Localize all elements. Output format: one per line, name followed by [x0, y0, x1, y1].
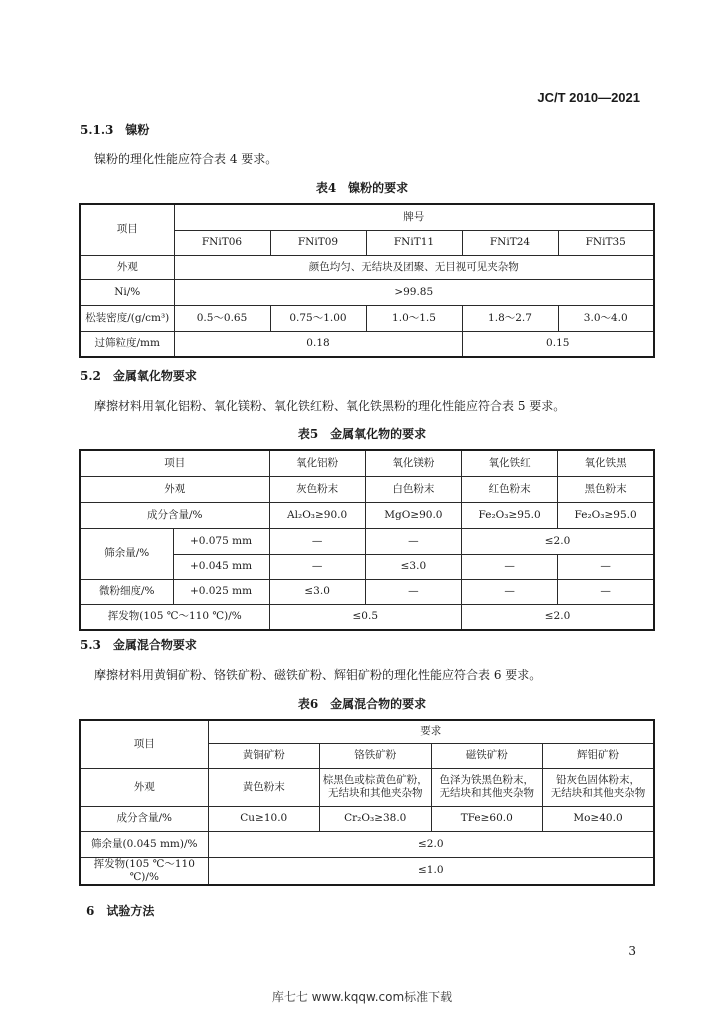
- t6-appearance: 棕黑色或棕黄色矿粉， 无结块和其他夹杂物: [320, 768, 432, 806]
- t6-volatile: ≤1.0: [208, 857, 654, 885]
- t5-fine-label: 微粉细度/%: [80, 579, 173, 604]
- t4-appearance: 颜色均匀、无结块及团聚、无目视可见夹杂物: [174, 255, 654, 279]
- t5-row-label: 挥发物(105 ℃～110 ℃)/%: [80, 604, 269, 630]
- t5-sieve-size: +0.025 mm: [173, 579, 269, 604]
- t6-item-header: 项目: [80, 720, 208, 768]
- t6-content: Cr₂O₃≥38.0: [320, 806, 432, 831]
- t4-item-header: 项目: [80, 204, 174, 255]
- t4-row-label: 松装密度/(g/cm³): [80, 305, 174, 331]
- t4-grade: FNiT11: [366, 230, 462, 255]
- t6-col-header: 黄铜矿粉: [208, 743, 320, 768]
- t5-value: —: [269, 528, 365, 554]
- t4-sieve: 0.18: [174, 331, 462, 357]
- table-6-title: 表6 金属混合物的要求: [297, 697, 427, 711]
- t5-volatile: ≤0.5: [269, 604, 462, 630]
- t6-content: TFe≥60.0: [431, 806, 543, 831]
- t6-residue: ≤2.0: [208, 831, 654, 857]
- t5-col-header: 氧化铁红: [462, 450, 558, 476]
- t6-row-label: 成分含量/%: [80, 806, 208, 831]
- t5-appearance: 红色粉末: [462, 476, 558, 502]
- t6-content: Mo≥40.0: [543, 806, 655, 831]
- section-5-2-heading: 5.2 金属氧化物要求: [80, 369, 197, 383]
- t4-row-label: 过筛粒度/mm: [80, 331, 174, 357]
- t4-density: 0.75～1.00: [270, 305, 366, 331]
- t5-appearance: 黑色粉末: [558, 476, 654, 502]
- t5-volatile: ≤2.0: [462, 604, 655, 630]
- t5-value: ≤3.0: [365, 554, 461, 579]
- t5-row-label: 外观: [80, 476, 269, 502]
- page-number: 3: [628, 944, 636, 958]
- table-4-title: 表4 镍粉的要求: [315, 181, 409, 195]
- table-6: [79, 719, 655, 886]
- t5-content: MgO≥90.0: [365, 502, 461, 528]
- t5-appearance: 白色粉末: [365, 476, 461, 502]
- t6-col-header: 辉钼矿粉: [543, 743, 655, 768]
- t4-density: 0.5～0.65: [174, 305, 270, 331]
- section-5-1-3-text: 镍粉的理化性能应符合表 4 要求。: [94, 152, 278, 166]
- table-5: [79, 449, 655, 631]
- section-5-1-3-heading: 5.1.3 镍粉: [80, 123, 150, 137]
- t4-grade: FNiT35: [558, 230, 654, 255]
- t5-content: Fe₂O₃≥95.0: [462, 502, 558, 528]
- section-5-3-text: 摩擦材料用黄铜矿粉、铬铁矿粉、磁铁矿粉、辉钼矿粉的理化性能应符合表 6 要求。: [94, 668, 542, 682]
- table-4: [79, 203, 655, 358]
- table-5-title: 表5 金属氧化物的要求: [297, 427, 427, 441]
- footer-watermark: 库七七 www.kqqw.com标准下载: [271, 990, 453, 1004]
- t5-value: —: [462, 579, 558, 604]
- t4-sieve: 0.15: [462, 331, 654, 357]
- t6-appearance: 铅灰色固体粉末， 无结块和其他夹杂物: [543, 768, 655, 806]
- t6-row-label: 外观: [80, 768, 208, 806]
- section-6-heading: 6 试验方法: [86, 904, 155, 918]
- t5-value: —: [558, 579, 654, 604]
- t5-content: Fe₂O₃≥95.0: [558, 502, 654, 528]
- t5-value: —: [269, 554, 365, 579]
- t4-density: 1.8～2.7: [462, 305, 558, 331]
- t6-row-label: 挥发物(105 ℃～110 ℃)/%: [80, 857, 208, 885]
- t6-col-header: 磁铁矿粉: [431, 743, 543, 768]
- t4-grade: FNiT24: [462, 230, 558, 255]
- t5-row-label: 成分含量/%: [80, 502, 269, 528]
- t5-content: Al₂O₃≥90.0: [269, 502, 365, 528]
- t5-sieve-size: +0.045 mm: [173, 554, 269, 579]
- t5-value: —: [365, 528, 461, 554]
- t5-residue-label: 筛余量/%: [80, 528, 173, 579]
- t5-col-header: 氧化铁黑: [558, 450, 654, 476]
- t4-grade: FNiT06: [174, 230, 270, 255]
- t5-value: —: [462, 554, 558, 579]
- t5-sieve-size: +0.075 mm: [173, 528, 269, 554]
- t4-density: 1.0～1.5: [366, 305, 462, 331]
- t6-row-label: 筛余量(0.045 mm)/%: [80, 831, 208, 857]
- t5-col-header: 氧化镁粉: [365, 450, 461, 476]
- t4-brand-header: 牌号: [174, 204, 654, 230]
- t5-item-header: 项目: [80, 450, 269, 476]
- t5-appearance: 灰色粉末: [269, 476, 365, 502]
- t4-ni: >99.85: [174, 279, 654, 305]
- standard-code: JC/T 2010—2021: [537, 90, 640, 105]
- t5-col-header: 氧化铝粉: [269, 450, 365, 476]
- t5-value: ≤3.0: [269, 579, 365, 604]
- t4-density: 3.0～4.0: [558, 305, 654, 331]
- t4-grade: FNiT09: [270, 230, 366, 255]
- t6-content: Cu≥10.0: [208, 806, 320, 831]
- section-5-2-text: 摩擦材料用氧化铝粉、氧化镁粉、氧化铁红粉、氧化铁黑粉的理化性能应符合表 5 要求。: [94, 399, 566, 413]
- t5-value: —: [365, 579, 461, 604]
- t4-row-label: 外观: [80, 255, 174, 279]
- t6-col-header: 铬铁矿粉: [320, 743, 432, 768]
- t6-req-header: 要求: [208, 720, 654, 743]
- t4-row-label: Ni/%: [80, 279, 174, 305]
- t5-value: ≤2.0: [462, 528, 655, 554]
- t5-value: —: [558, 554, 654, 579]
- t6-appearance: 色泽为铁黑色粉末， 无结块和其他夹杂物: [431, 768, 543, 806]
- section-5-3-heading: 5.3 金属混合物要求: [80, 638, 197, 652]
- t6-appearance: 黄色粉末: [208, 768, 320, 806]
